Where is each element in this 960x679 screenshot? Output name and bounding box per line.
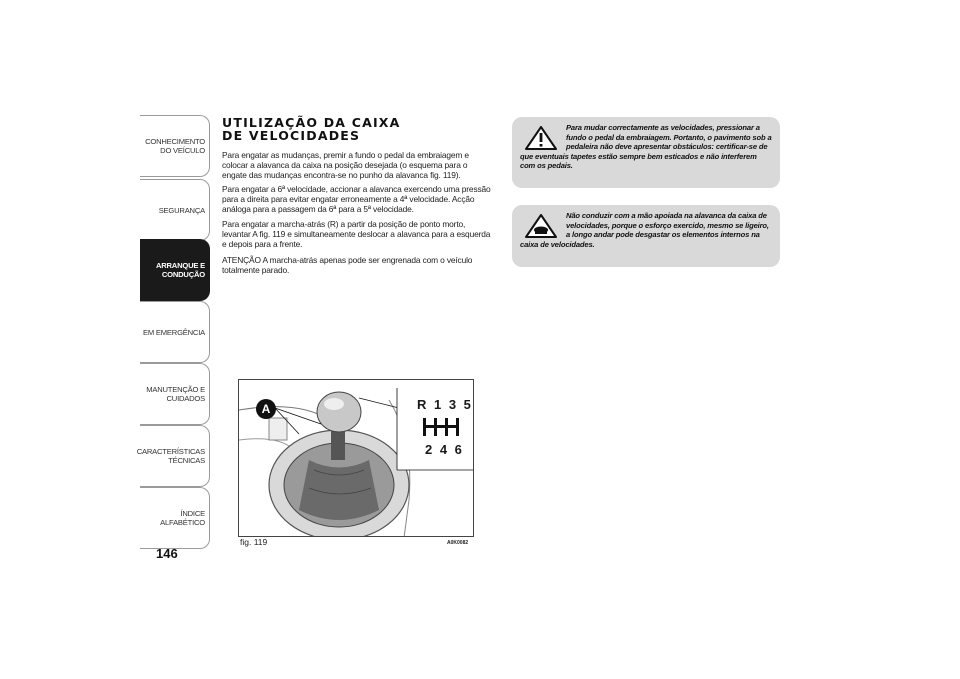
paragraph: Para engatar as mudanças, premir a fundo o pedal da embraiagem e colocar a alavanca da caixa na posição desejada (o esquema para o engate das mudanças encontra-se no punho da alavanca fig. 119). xyxy=(222,150,469,181)
tab-label: MANUTENÇÃO E CUIDADOS xyxy=(146,385,205,403)
tab-manutencao-e-cuidados[interactable] xyxy=(140,363,210,425)
paragraph: Para engatar a marcha-atrás (R) a partir da posição de ponto morto, levantar A fig. 119 e simultaneamente deslocar a alavanca para a esquerda e depois para a frente. xyxy=(222,218,491,249)
warning-triangle-icon xyxy=(524,125,558,151)
tab-conhecimento-do-veiculo[interactable] xyxy=(140,115,210,177)
paragraph-attention: ATENÇÃO A marcha-atrás apenas pode ser engrenada com o veículo totalmente parado. xyxy=(222,254,473,275)
warning-box xyxy=(512,117,780,188)
section-title xyxy=(222,116,494,142)
main-text-column xyxy=(222,116,494,279)
warning-box xyxy=(512,205,780,267)
hand-on-lever-icon xyxy=(524,213,558,239)
tab-label: ARRANQUE E CONDUÇÃO xyxy=(155,261,205,279)
tab-indice-alfabetico[interactable] xyxy=(140,487,210,549)
section-title-line: UTILIZAÇÃO DA CAIXA xyxy=(222,115,401,130)
paragraph: Para engatar a 6ª velocidade, accionar a alavanca exercendo uma pressão para a direita para evitar engatar erroneamente a 4ª velocidade. Acção análoga para a passagem da 6ª para a 5ª velocidade. xyxy=(222,184,491,215)
callout-a: A xyxy=(256,399,276,419)
tab-label: CARACTERÍSTICAS TÉCNICAS xyxy=(136,447,205,465)
tab-seguranca[interactable] xyxy=(140,179,210,241)
tab-label: ÍNDICE ALFABÉTICO xyxy=(160,509,205,527)
shift-pattern-top: R 1 3 5 xyxy=(417,397,473,412)
section-title-line: DE VELOCIDADES xyxy=(222,128,361,143)
warning-text: Para mudar correctamente as velocidades, pressionar a fundo o pedal da embraiagem. Portanto, o pavimento sob a pedaleira não deve apresentar obstáculos: certificar-se de que eventuais tapetes estão sempre bem esticados e não interferem com os pedais. xyxy=(520,123,772,171)
tab-arranque-e-conducao[interactable] xyxy=(140,239,210,301)
tab-label: CONHECIMENTO DO VEÍCULO xyxy=(145,137,205,155)
tab-em-emergencia[interactable] xyxy=(140,301,210,363)
tab-caracteristicas-tecnicas[interactable] xyxy=(136,425,210,487)
tab-label: EM EMERGÊNCIA xyxy=(143,327,205,337)
page-number: 146 xyxy=(156,546,178,561)
warning-text: Não conduzir com a mão apoiada na alavanca da caixa de velocidades, porque o esforço exercido, mesmo se ligeiro, a longo andar pode desgastar os elementos internos na caixa de velocidades. xyxy=(520,211,769,249)
figure-gear-lever xyxy=(238,379,474,537)
shift-pattern-bottom: 2 4 6 xyxy=(425,442,464,457)
figure-caption: fig. 119 xyxy=(240,537,268,547)
figure-code: A0K0082 xyxy=(447,540,469,546)
tab-label: SEGURANÇA xyxy=(158,205,205,215)
